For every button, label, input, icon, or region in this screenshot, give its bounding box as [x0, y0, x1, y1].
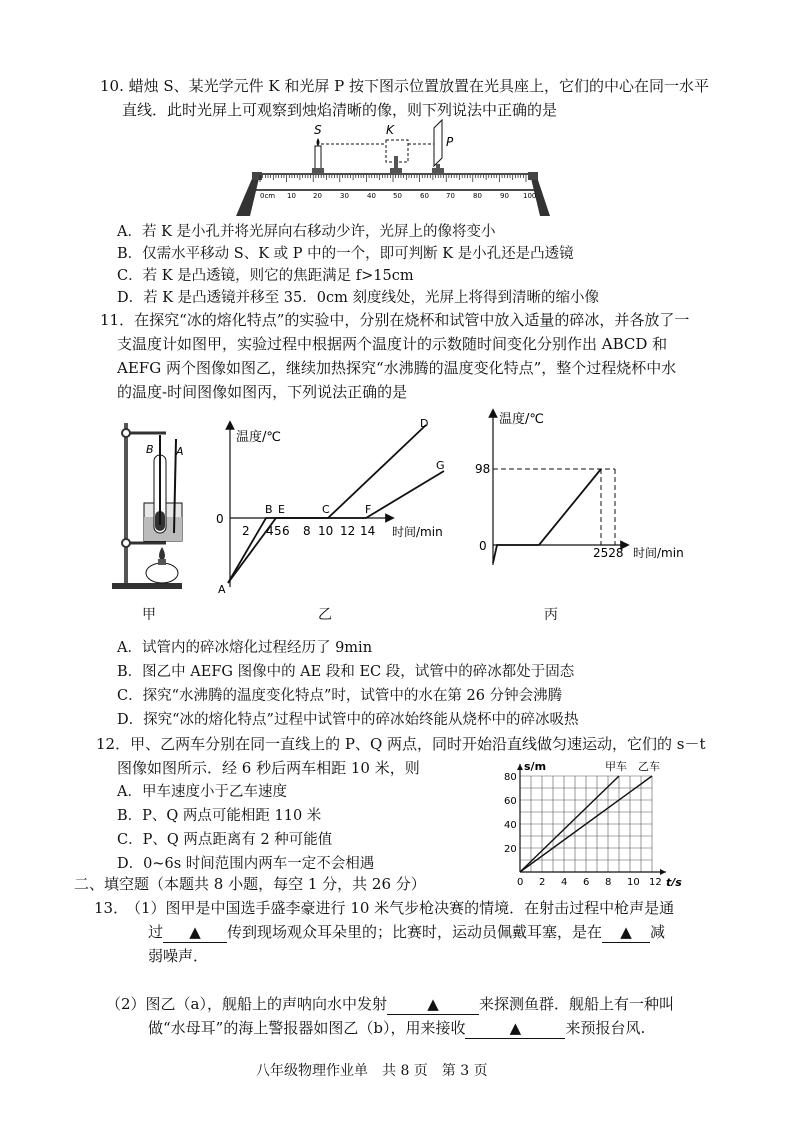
ruler-label: 40 [367, 192, 376, 200]
bing-xlabel: 时间/min [633, 546, 684, 560]
ruler-label: 10 [287, 192, 296, 200]
yi-tick: 12 [340, 524, 356, 538]
optical-bench-figure [230, 118, 560, 220]
y-axis-arrow [517, 764, 523, 770]
yi-ylabel: 温度/℃ [236, 430, 281, 445]
x-tick-label: 0 [517, 877, 524, 886]
yi-tick: 2 [242, 524, 250, 538]
q10-option-a: A．若 K 是小孔并将光屏向右移动少许，光屏上的像将变小 [117, 224, 496, 240]
q13-p1-line2: 过 ▲ 传到现场观众耳朵里的；比赛时，运动员佩戴耳塞，是在 ▲ 减 [148, 923, 666, 941]
q10-option-d: D．若 K 是凸透镜并移至 35．0cm 刻度线处，光屏上将得到清晰的缩小像 [117, 290, 599, 306]
point-label: A [218, 583, 226, 595]
x-tick-label: 12 [649, 877, 662, 886]
q11-stem-line4: 的温度-时间图像如图丙，下列说法正确的是 [117, 383, 408, 401]
q12-option-c: C．P、Q 两点距离有 2 种可能值 [117, 832, 333, 848]
x-tick-label: 2 [539, 877, 546, 886]
yi-tick: 8 [303, 524, 311, 538]
q11-option-b: B．图乙中 AEFG 图像中的 AE 段和 EC 段，试管中的碎冰都处于固态 [117, 664, 575, 680]
x-axis-arrow [660, 869, 666, 875]
figure-caption-jia: 甲 [142, 607, 156, 623]
x-tick-label: 4 [561, 877, 568, 886]
q12-option-b: B．P、Q 两点可能相距 110 米 [117, 808, 322, 824]
point-label: F [365, 503, 372, 516]
q10-stem-line1: 10. 蜡烛 S、某光学元件 K 和光屏 P 按下图示位置放置在光具座上，它们的中心在同一水平 [100, 77, 710, 95]
thermometer-b-label: B [146, 443, 154, 456]
ruler-label: 20 [313, 192, 322, 200]
point-label: E [278, 503, 285, 516]
q11-option-d: D．探究“冰的熔化特点”过程中试管中的碎冰始终能从烧杯中的碎冰吸热 [117, 712, 579, 728]
x-tick-label: 8 [605, 877, 612, 886]
yi-tick: 4 [266, 524, 274, 538]
y-axis-label: s/m [524, 760, 547, 773]
melting-graph-yi [210, 415, 465, 595]
q13-blank-4[interactable]: ▲ [465, 1018, 565, 1039]
boiling-graph-bing [475, 405, 705, 575]
bing-xticks: 2528 [593, 546, 624, 560]
x-tick-label: 6 [583, 877, 590, 886]
q11-option-c: C．探究“水沸腾的温度变化特点”时，试管中的水在第 26 分钟会沸腾 [117, 688, 563, 704]
q13-blank-2[interactable]: ▲ [602, 922, 650, 943]
ruler-label: 50 [393, 192, 402, 200]
ruler-label: 70 [446, 192, 455, 200]
bing-zero: 0 [479, 539, 487, 553]
point-label: B [265, 503, 273, 516]
q13-blank-3[interactable]: ▲ [387, 994, 479, 1015]
point-label: G [436, 459, 445, 472]
screen-p [432, 120, 444, 174]
q12-stem-line1: 12．甲、乙两车分别在同一直线上的 P、Q 两点，同时开始沿直线做匀速运动，它们的 s－t [96, 735, 706, 753]
legend-label: 甲车 [605, 760, 627, 773]
q13-number: 13． [94, 899, 129, 917]
apparatus-figure-jia [110, 415, 200, 595]
q11-stem-line1: 11．在探究“冰的熔化特点”的实验中，分别在烧杯和试管中放入适量的碎冰，并各放了一 [100, 311, 690, 329]
label-p: P [446, 135, 454, 149]
yi-tick: 5 [274, 524, 282, 538]
point-label: D [420, 417, 429, 430]
ruler-label: 60 [420, 192, 429, 200]
thermometer-a-label: A [176, 445, 184, 458]
yi-tick: 10 [318, 524, 334, 538]
ruler-label: 0cm [260, 192, 276, 200]
element-k [386, 140, 408, 174]
q13-p1-line1: （1）图甲是中国选手盛李豪进行 10 米气步枪决赛的情境．在射击过程中枪声是通 [126, 899, 675, 917]
legend-label: 乙车 [638, 760, 660, 773]
yi-xlabel: 时间/min [392, 525, 443, 539]
figure-caption-yi: 乙 [318, 607, 332, 623]
q13-p2-line1: （2）图乙（a），舰船上的声呐向水中发射 ▲ 来探测鱼群．舰船上有一种叫 [106, 995, 675, 1013]
q11-stem-line2: 支温度计如图甲，实验过程中根据两个温度计的示数随时间变化分别作出 ABCD 和 [117, 335, 668, 353]
x-axis-label: t/s [666, 876, 682, 886]
yi-tick: 6 [282, 524, 290, 538]
q10-option-b: B．仅需水平移动 S、K 或 P 中的一个，即可判断 K 是小孔还是凸透镜 [117, 246, 574, 262]
q13-p2-line2: 做“水母耳”的海上警报器如图乙（b），用来接收 ▲ 来预报台风. [148, 1019, 646, 1037]
yi-zero: 0 [216, 512, 224, 526]
ruler-label: 100 [523, 192, 537, 200]
ruler-label: 80 [473, 192, 482, 200]
q12-option-d: D．0~6s 时间范围内两车一定不会相遇 [117, 856, 375, 872]
q12-option-a: A．甲车速度小于乙车速度 [117, 784, 287, 800]
bench-left-stand [236, 174, 260, 216]
q12-stem-line2: 图像如图所示．经 6 秒后两车相距 10 米，则 [117, 759, 420, 777]
candle-s [312, 138, 324, 174]
st-chart [488, 756, 688, 886]
y-tick-label: 60 [504, 796, 517, 807]
bing-ylabel: 温度/℃ [499, 412, 544, 427]
q13-blank-1[interactable]: ▲ [163, 922, 227, 943]
y-tick-label: 80 [504, 772, 517, 783]
q13-p1-line3: 弱噪声． [148, 947, 209, 965]
q11-option-a: A．试管内的碎冰熔化过程经历了 9min [117, 640, 373, 656]
section2-heading: 二、填空题（本题共 8 小题，每空 1 分，共 26 分） [74, 875, 426, 893]
x-tick-label: 10 [627, 877, 640, 886]
y-tick-label: 40 [504, 820, 517, 831]
label-k: K [386, 123, 394, 137]
bing-y98: 98 [475, 462, 491, 476]
q10-option-c: C．若 K 是凸透镜，则它的焦距满足 f>15cm [117, 268, 414, 284]
figure-caption-bing: 丙 [544, 607, 558, 623]
yi-tick: 14 [360, 524, 376, 538]
y-tick-label: 20 [504, 844, 517, 855]
q10-stem-line2: 直线．此时光屏上可观察到烛焰清晰的像，则下列说法中正确的是 [122, 101, 558, 119]
point-label: C [322, 503, 330, 516]
q11-stem-line3: AEFG 两个图像如图乙，继续加热探究“水沸腾的温度变化特点”，整个过程烧杯中水 [117, 359, 677, 377]
ruler-label: 30 [340, 192, 349, 200]
ruler-label: 90 [500, 192, 509, 200]
label-s: S [314, 123, 322, 137]
curve-water [493, 469, 601, 563]
page-footer: 八年级物理作业单 共 8 页 第 3 页 [256, 1063, 488, 1079]
